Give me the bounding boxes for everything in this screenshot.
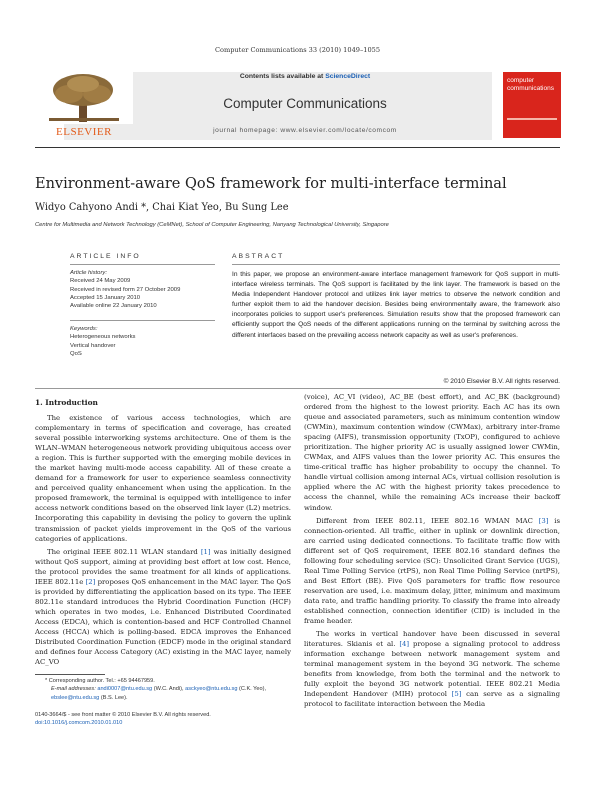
cover-stripe [507,118,557,120]
header-divider [35,147,560,148]
email-addresses [35,685,291,702]
intro-paragraph-3: (voice), AC_VI (video), AC_BE (best effort), and AC_BK (background) ordered from the highest to the lowest priority. Each AC has its own queue and associated parameters, such as minimum contention window (CWMin), maximum contention window (CWMax), arbitrary inter-frame spacing (AIFS), transmission opportunity (TxOP), configured to achieve prioritization. The higher priority AC is usually assigned lower CWMin, CWMax, and AIFS values than the lower priority AC. This ensures the time-critical traffic has higher probability to occupy the channel. To handle virtual collision among internal ACs, virtual collision resolution is applied where the AC with the highest priority takes precedence to access the channel, while the remaining ACs increase their backoff window. [304,393,560,512]
contents-line [140,73,470,80]
contents-prefix: Contents lists available at [239,73,326,80]
abstract-bottom-rule [35,388,560,389]
text-run: propose a signaling protocol to address information exchange between network management system and terminal management system in the beyond 3G network. The scheme benefits from knowledge, from both the terminal and the network to fully exploit the beyond 3G network potential. IEEE 802.21 Media Independent Handover (MIH) protocol [304,640,560,699]
cover-title-line2: communications [507,85,554,92]
abstract-rule [232,264,560,265]
history-online: Available online 22 January 2010 [70,303,157,310]
text-run: (B.S. Lee). [99,694,128,701]
text-run: is connection-oriented. All traffic, either in uplink or downlink direction, are carried using dedicated connections. To facilitate traffic flow with different set of QoS requirement, IEEE 802.16 standard defines the following four scheduling service (SC): Unsolicited Grant Service (UGS), Real Time Polling Service (rtPS), non Real Time Polling Service (nrtPS), and Best Effort (BE). Five QoS parameters for traffic flow resource reservation are used, i.e. maximum delay, jitter, minimum and maximum data rate, and traffic handling priority. To classify the frame into already established connection, connection identifier (CID) is included in the frame header. [304,516,560,626]
abstract-text: In this paper, we propose an environment-aware interface management framework for QoS support in multi-interface wireless terminals. The QoS support is facilitated by the link layer. The framework is based on the Media Independent Handover protocol and utilizes link layer metrics to observe the network condition and further exploit them to aid the handover decision. Besides being environmentally aware, the framework also incorporates policies to support user's preferences. Simulation results show that the proposed framework can efficiently support the QoS needs of the different applications running on the terminal by switching across the different interfaces based on the prevailing access network capacity as well as user's preferences. [232,271,560,339]
keywords-rule [70,320,215,321]
text-run: was initially designed without QoS support, aiming at providing best effort at low cost. Hence, the protocol provides the same treatment for all kinds of applications. IEEE 802.11e [35,547,291,586]
intro-paragraph-5 [304,629,560,709]
text-run: The works in vertical handover have been discussed in several literatures. Skianis et al. [304,630,560,649]
author-affiliation: Centre for Multimedia and Network Technology (CeMNet), School of Computer Engineering, Nanyang Technological University, Singapore [35,222,389,228]
citation-link[interactable]: [2] [85,577,96,586]
email-link[interactable]: ebslee@ntu.edu.sg [51,694,100,701]
text-run: The original IEEE 802.11 WLAN standard [47,547,201,556]
abstract-copyright: © 2010 Elsevier B.V. All rights reserved. [443,378,560,385]
intro-paragraph-4 [304,516,560,627]
text-run: proposes QoS enhancement in the MAC layer. The QoS is provided by differentiating the application based on its type. The IEEE 802.11e standard introduces the Hybrid Coordination Function (HCF) which operates in two modes, i.e. Enhanced Distributed Coordinated Access (EDCA), which is contention-based and HCF Controlled Channel Access (HCCA) which is polling-based. EDCA improves the Enhanced Distributed Coordination Function (EDCF) mode in the original standard and defines four Access Category (AC) existing in the MAC layer, namely AC_VO [35,577,292,667]
article-authors: Widyo Cahyono Andi *, Chai Kiat Yeo, Bu Sung Lee [35,202,289,213]
footnote-rule [35,674,105,675]
article-history [70,269,215,310]
doi-link[interactable] [35,719,335,727]
intro-paragraph-1: The existence of various access technologies, which are complementary in terms of specification and coverage, has created several possible interworking systems architecture. One of them is the WLAN–WMAN heterogeneous network providing ubiquitous access over a region. This is further supported with the emerging mobile devices in the market having multi-mode access capability. All of these create a demand for a framework for user to experience seamless connectivity and perceived quality enhancement when using the application. In the proposed framework, the terminal is equipped with intelligence to infer access network conditions based on the observed link layer (L2) metrics. Incorporating this capability in devising the policy to govern the uplink transmission of packet yields improvement in the QoS of the various categories of applications. [35,414,291,543]
citation-link[interactable]: [3] [538,516,549,525]
abstract-heading: ABSTRACT [232,253,285,260]
history-label: Article history: [70,270,107,276]
keyword-item: Vertical handover [70,342,116,349]
keywords-block [70,325,215,358]
keyword-item: QoS [70,350,82,357]
email-link[interactable]: andi0007@ntu.edu.sg [97,686,153,693]
journal-homepage[interactable]: journal homepage: www.elsevier.com/locate/comcom [213,127,397,134]
text-run: can serve as a signaling protocol to facilitate interaction between the Media [304,690,560,709]
history-revised: Received in revised form 27 October 2009 [70,286,181,293]
elsevier-wordmark: ELSEVIER [56,126,112,138]
journal-title: Computer Communications [223,96,387,111]
cover-title-line1: computer [507,77,535,84]
keyword-item: Heterogeneous networks [70,334,136,341]
left-column [35,413,291,667]
journal-reference: Computer Communications 33 (2010) 1049–1055 [214,46,381,54]
elsevier-tree-logo-icon [35,72,133,124]
article-info-rule [70,264,215,265]
text-run: Different from IEEE 802.11, IEEE 802.16 WMAN MAC [316,516,539,525]
history-received: Received 24 May 2009 [70,278,131,285]
issn-line: 0140-3664/$ - see front matter © 2010 Elsevier B.V. All rights reserved. [35,712,211,718]
sciencedirect-link[interactable]: ScienceDirect [325,73,371,80]
introduction-heading: 1. Introduction [35,398,98,407]
history-accepted: Accepted 15 January 2010 [70,294,141,301]
doi-text[interactable]: doi:10.1016/j.comcom.2010.01.010 [35,720,123,726]
text-run: (W.C. Andi), [152,686,186,693]
corresponding-author: * Corresponding author. Tel.: +65 94467959. [45,678,155,684]
footnote [35,677,291,702]
text-run: (C.K. Yeo), [237,686,267,693]
email-link[interactable]: asckyeo@ntu.edu.sg [185,686,238,693]
journal-cover-thumbnail [503,72,561,138]
citation-link[interactable]: [5] [451,690,462,699]
intro-paragraph-2 [35,547,291,668]
article-info-heading: ARTICLE INFO [70,253,141,260]
email-label: E-mail addresses: [51,686,98,693]
article-title: Environment-aware QoS framework for multi-interface terminal [35,176,507,192]
citation-link[interactable]: [1] [200,547,211,556]
right-column [304,392,560,709]
citation-link[interactable]: [4] [399,640,410,649]
keywords-label: Keywords: [70,326,98,332]
